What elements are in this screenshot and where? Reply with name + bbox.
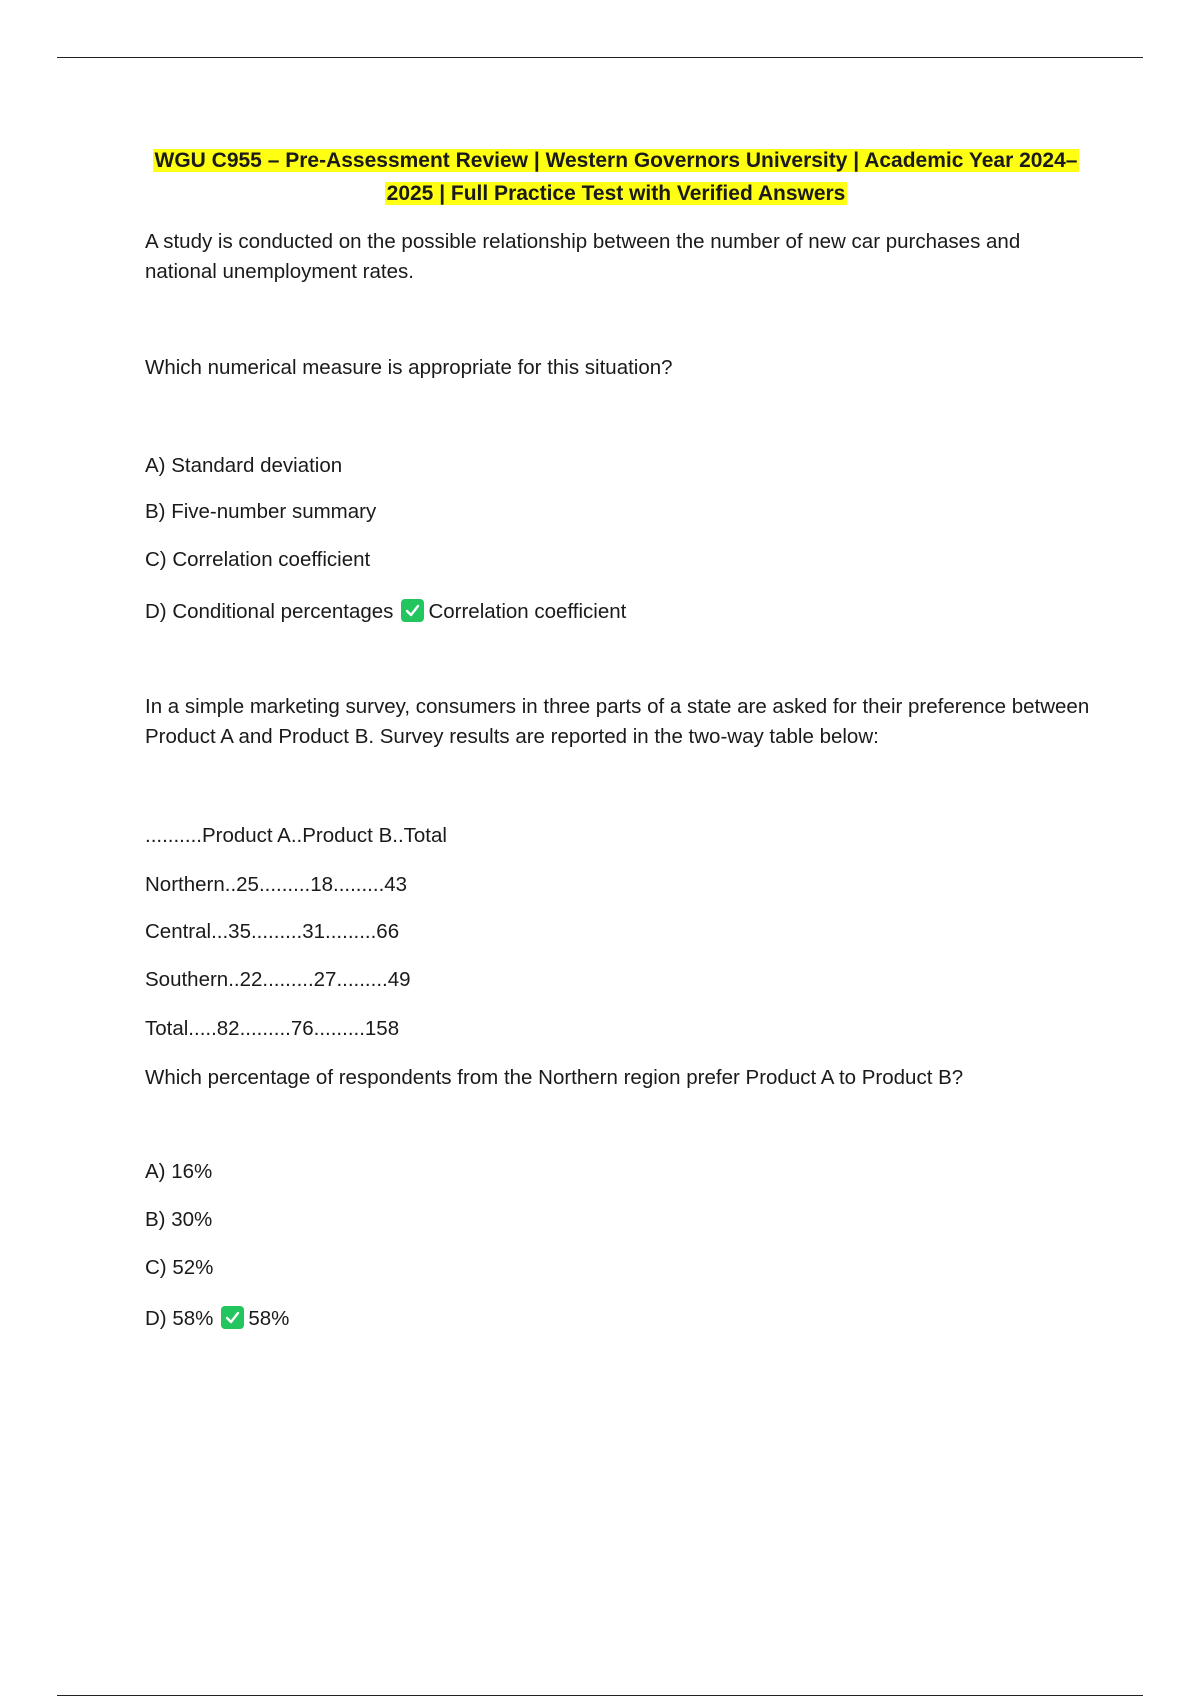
question-2-stem: In a simple marketing survey, consumers in three parts of a state are asked for their preference between Product A and Product B. Survey results are reported in the two-way table below: bbox=[145, 695, 1090, 748]
question-2-answer: 58% bbox=[248, 1307, 290, 1330]
question-1-option-a: A) Standard deviation bbox=[145, 454, 343, 477]
question-1-option-c: C) Correlation coefficient bbox=[145, 548, 371, 571]
table-row-central: Central...35.........31.........66 bbox=[145, 920, 400, 943]
check-mark-icon bbox=[221, 1306, 244, 1329]
question-2-option-d: D) 58% bbox=[145, 1307, 214, 1330]
question-2-option-a: A) 16% bbox=[145, 1160, 213, 1183]
bottom-rule bbox=[57, 1695, 1143, 1696]
question-2-prompt: Which percentage of respondents from the Northern region prefer Product A to Product B? bbox=[145, 1066, 964, 1089]
question-1-answer: Correlation coefficient bbox=[428, 600, 627, 623]
title-text: WGU C955 – Pre-Assessment Review | Western Governors University | Academic Year 2024–2025 | Full Practice Test with Verified Answers bbox=[154, 149, 1078, 205]
question-1-option-b: B) Five-number summary bbox=[145, 500, 377, 523]
table-row-southern: Southern..22.........27.........49 bbox=[145, 968, 411, 991]
check-mark-icon bbox=[401, 599, 424, 622]
question-2-option-b: B) 30% bbox=[145, 1208, 213, 1231]
document-title bbox=[146, 144, 1086, 210]
table-row-header: ..........Product A..Product B..Total bbox=[145, 824, 447, 847]
table-row-total: Total.....82.........76.........158 bbox=[145, 1017, 400, 1040]
question-1-option-d: D) Conditional percentages bbox=[145, 600, 394, 623]
question-1-stem: A study is conducted on the possible relationship between the number of new car purchases and national unemployment rates. bbox=[145, 230, 1021, 283]
question-1-prompt: Which numerical measure is appropriate for this situation? bbox=[145, 356, 673, 379]
table-row-northern: Northern..25.........18.........43 bbox=[145, 873, 408, 896]
question-2-option-d-row bbox=[145, 1305, 289, 1333]
question-2-option-c: C) 52% bbox=[145, 1256, 214, 1279]
top-rule bbox=[57, 57, 1143, 58]
question-1-option-d-row bbox=[145, 598, 626, 626]
